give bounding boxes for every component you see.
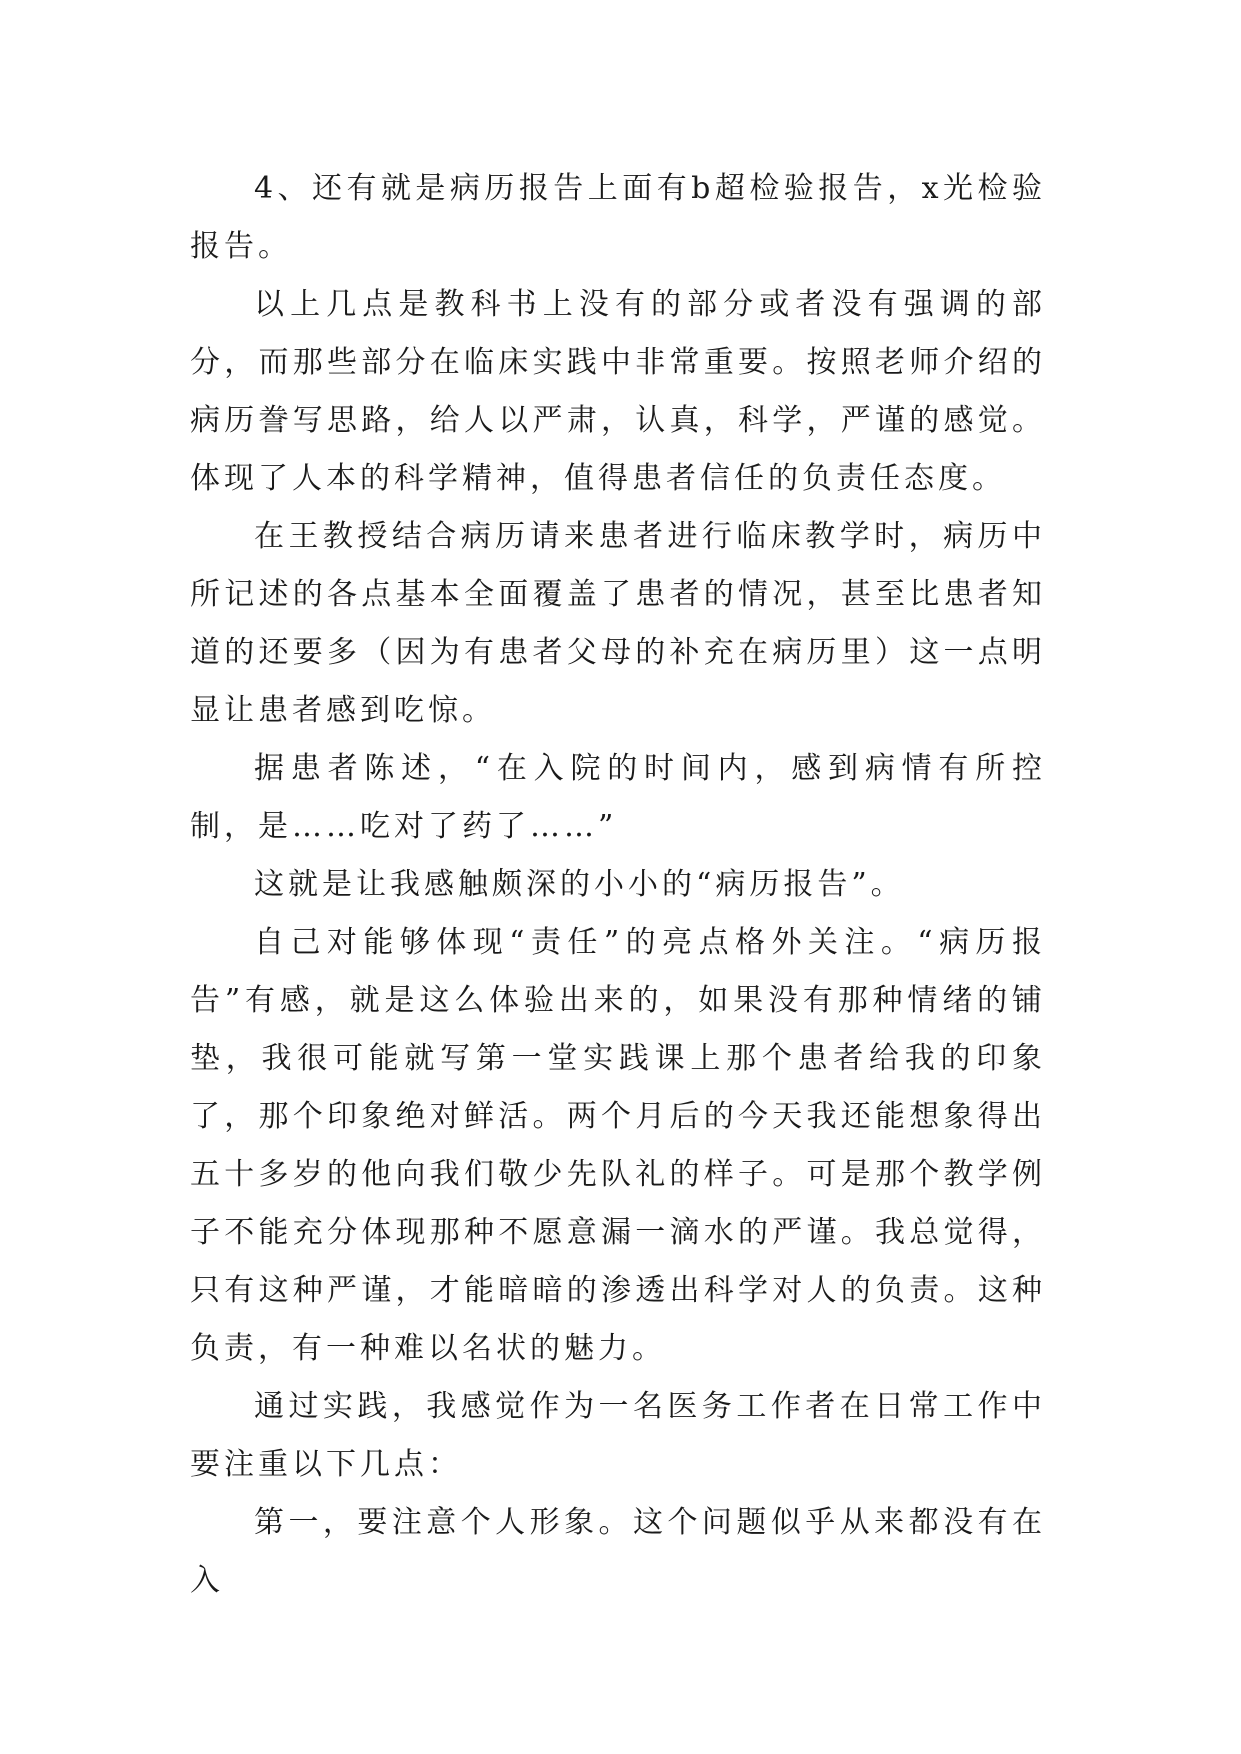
paragraph-report-types: 4、还有就是病历报告上面有b超检验报告，x光检验报告。 xyxy=(190,171,1046,264)
paragraph-patient-statement: 据患者陈述，“在入院的时间内，感到病情有所控制，是……吃对了药了……” xyxy=(190,751,1046,844)
paragraph-textbook-points: 以上几点是教科书上没有的部分或者没有强调的部分，而那些部分在临床实践中非常重要。按照老师介绍的病历誊写思路，给人以严肃，认真，科学，严谨的感觉。体现了人本的科学精神，值得患者信任的负责任态度。 xyxy=(190,287,1046,496)
paragraph-practice-points: 通过实践，我感觉作为一名医务工作者在日常工作中要注重以下几点： xyxy=(190,1389,1046,1482)
paragraph-first-point: 第一，要注意个人形象。这个问题似乎从来都没有在入 xyxy=(190,1505,1046,1598)
paragraph-clinical-teaching: 在王教授结合病历请来患者进行临床教学时，病历中所记述的各点基本全面覆盖了患者的情况，甚至比患者知道的还要多（因为有患者父母的补充在病历里）这一点明显让患者感到吃惊。 xyxy=(190,519,1046,728)
document-body xyxy=(190,160,1046,1610)
paragraph-responsibility: 自己对能够体现“责任”的亮点格外关注。“病历报告”有感，就是这么体验出来的，如果没有那种情绪的铺垫，我很可能就写第一堂实践课上那个患者给我的印象了，那个印象绝对鲜活。两个月后的今天我还能想象得出五十多岁的他向我们敬少先队礼的样子。可是那个教学例子不能充分体现那种不愿意漏一滴水的严谨。我总觉得，只有这种严谨，才能暗暗的渗透出科学对人的负责。这种负责，有一种难以名状的魅力。 xyxy=(190,925,1046,1366)
paragraph-impression: 这就是让我感触颇深的小小的“病历报告”。 xyxy=(254,867,905,902)
